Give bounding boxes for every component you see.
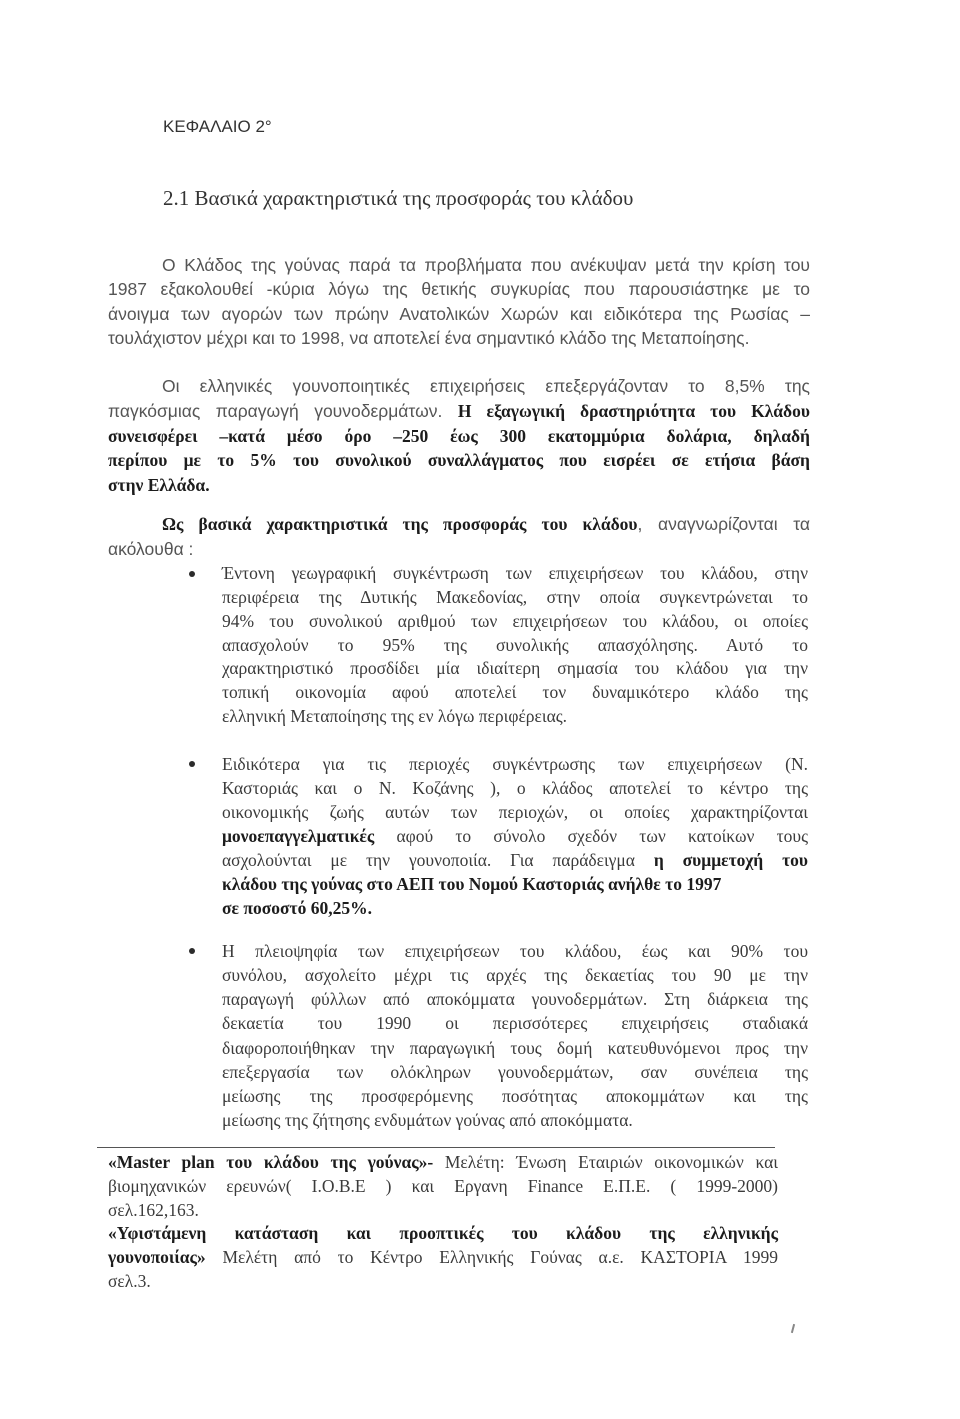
paragraph-line: Οι ελληνικές γουνοποιητικές επιχειρήσεις επεξεργάζονταν το 8,5% της [162,376,810,396]
bold-text: γουνοποιίας» [108,1247,206,1268]
bullet-line: σε ποσοστό 60,25%. [222,898,372,918]
bullet-line: μείωσης της ζήτησης ενδυμάτων γούνας από αποκόμματα. [222,1109,633,1130]
bullet-item [222,562,808,729]
bullet-icon [189,571,195,577]
plain-text: Μελέτη από το Κέντρο Ελληνικής Γούνας α.ε. ΚΑΣΤΟΡΙΑ 1999 [222,1247,778,1268]
bullet-line: χαρακτηριστικό προσδίδει μία ιδιαίτερη σημασία του κλάδου για την [222,658,808,679]
bullet-line: 94% του συνολικού αριθμού των επιχειρήσεων του κλάδου, οι οποίες [222,610,808,631]
bullet-line: επεξεργασία των ολόκληρων γουνοδερμάτων, σαν συνέπεια της [222,1061,808,1082]
paragraph-line: περίπου με το 5% του συνολικού συναλλάγματος που εισρέει σε ετήσια βάση [108,450,810,471]
plain-text: Μελέτη: Ένωση Εταιριών οικονομικών και [444,1152,779,1172]
paragraph-line: άνοιγμα των αγορών των πρώην Ανατολικών Χωρών και ειδικότερα της Ρωσίας – [108,303,810,324]
footnotes [108,1151,778,1294]
features-intro-paragraph [108,512,810,562]
bullet-line: παραγωγή φύλλων από αποκόμματα γουνοδερμάτων. Στη διάρκεια της [222,989,808,1010]
bullet-line [222,824,808,848]
paragraph-line: 1987 εξακολουθεί -κύρια λόγω της θετικής συγκυρίας που παρουσιάστηκε με το [108,279,810,300]
bullet-line: απασχολούν το 95% της συνολικής απασχόλησης. Αυτό το [222,634,808,655]
plain-text: παγκόσμιας παραγωγή γουνοδερμάτων. [108,400,443,421]
bold-text: Ως βασικά χαρακτηριστικά της προσφοράς του κλάδου [162,514,638,534]
plain-text: , αναγνωρίζονται τα [637,514,810,534]
plain-text: ασχολούνται με την γουνοποιία. Για παράδειγμα [222,850,635,870]
bullet-item [222,939,808,1132]
bullet-line: δεκαετία του 1990 οι περισσότερες επιχειρήσεις σταδιακά [222,1013,808,1034]
paragraph-line [108,512,810,537]
paragraph-line: Ο Κλάδος της γούνας παρά τα προβλήματα που ανέκυψαν μετά την κρίση του [162,255,810,275]
bullet-line: τοπική οικονομία αφού αποτελεί τον δυναμικότερο κλάδο της [222,682,808,703]
footnote-line: βιομηχανικών ερευνών( Ι.Ο.Β.Ε ) και Εργανη Finance Ε.Π.Ε. ( 1999-2000) [108,1175,778,1196]
bullet-line: οικονομικής ζωής αυτών των περιοχών, οι οποίες χαρακτηρίζονται [222,802,808,822]
footnote-line [108,1246,778,1270]
bullet-line: περιφέρεια της Δυτικής Μακεδονίας, στην οποία συγκεντρώνεται το [222,586,808,607]
section-heading: 2.1 Βασικά χαρακτηριστικά της προσφοράς του κλάδου [163,186,634,210]
bullet-line: ελληνική Μεταποίησης της εν λόγω περιφέρειας. [222,706,568,727]
bullet-line: Έντονη γεωγραφική συγκέντρωση των επιχειρήσεων του κλάδου, στην [222,563,808,583]
bold-text: Η εξαγωγική δραστηριότητα του Κλάδου [457,400,810,421]
bold-text: η συμμετοχή του [653,850,808,870]
bullet-line [222,848,808,872]
footnote-line: «Υφιστάμενη κατάσταση και προοπτικές του κλάδου της ελληνικής [108,1223,778,1244]
bullet-line: διαφοροποιήθηκαν την παραγωγική τους δομή κατευθυνόμενοι προς την [222,1037,808,1058]
bullet-line: Ειδικότερα για τις περιοχές συγκέντρωσης των επιχειρήσεων (Ν. [222,754,808,774]
paragraph-line: συνεισφέρει –κατά μέσο όρο –250 έως 300 εκατομμύρια δολάρια, δηλαδή [108,425,810,446]
bullet-line: συνόλου, ασχολείτο μέχρι τις αρχές της δεκαετίας του 90 με την [222,965,808,986]
bullet-line: Η πλειοψηφία των επιχειρήσεων του κλάδου, έως και 90% του [222,941,808,961]
bullet-item [222,752,808,920]
footnote-line [108,1151,778,1175]
paragraph-line: στην Ελλάδα. [108,475,210,495]
footnote-divider [97,1147,775,1148]
chapter-heading: ΚΕΦΑΛΑΙΟ 2° [163,117,272,136]
bold-text: μονοεπαγγελματικές [222,826,375,846]
paragraph-line: ακόλουθα : [108,539,194,559]
paragraph-line [108,399,810,424]
bullet-icon [189,948,195,954]
exports-paragraph [108,374,810,498]
scan-speck [791,1324,795,1333]
intro-paragraph [108,253,810,350]
bullet-icon [189,761,195,767]
footnote-line: σελ.3. [108,1270,151,1291]
bullet-line: κλάδου της γούνας στο ΑΕΠ του Νομού Καστοριάς ανήλθε το 1997 [222,874,722,894]
bullet-line: Καστοριάς και ο Ν. Κοζάνης ), ο κλάδος αποτελεί το κέντρο της [222,778,808,798]
bullet-line: μείωσης της προσφερόμενης ποσότητας αποκομμάτων και της [222,1085,808,1106]
plain-text: αφού το σύνολο σχεδόν των κατοίκων τους [396,826,808,846]
bold-text: «Master plan του κλάδου της γούνας»- [108,1152,434,1172]
footnote-line: σελ.162,163. [108,1199,199,1220]
paragraph-line: τουλάχιστον μέχρι και το 1998, να αποτελεί ένα σημαντικό κλάδο της Μεταποίησης. [108,327,750,348]
